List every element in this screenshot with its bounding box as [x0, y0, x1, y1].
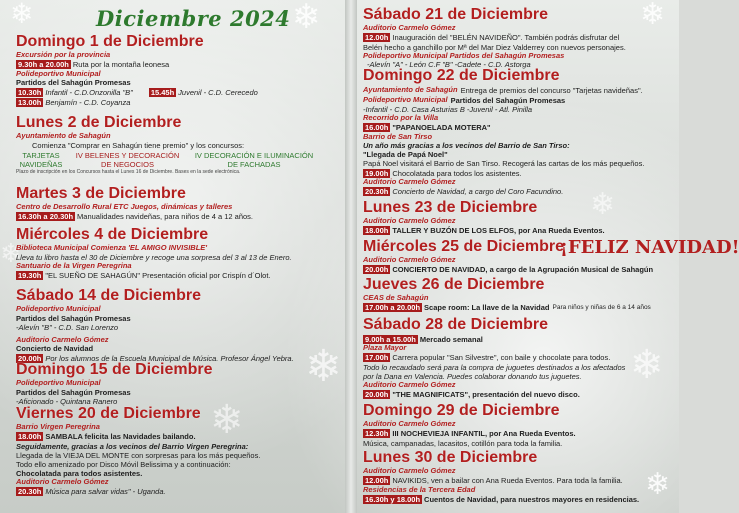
- event-text: Llegada de la VIEJA DEL MONTE con sorpresas para los más pequeños.: [16, 450, 261, 460]
- snowflake-icon: ❄: [292, 0, 321, 36]
- event-text: Belén hecho a ganchillo por Mª del Mar Diez Valderrey con nuevos personajes.: [363, 42, 626, 52]
- event-text: Comienza "Comprar en Sahagún tiene premio" y los concursos:: [32, 140, 245, 150]
- time-badge: 20.00h: [365, 265, 389, 274]
- snowflake-icon: ❄: [0, 238, 22, 268]
- event-text: Todo lo recaudado será para la compra de juguetes destinados a los afectados: [363, 362, 626, 372]
- event-text: por la Dana en Valencia. Puedes colaborar donando tus juguetes.: [363, 371, 582, 381]
- day-heading: Domingo 1 de Diciembre: [16, 33, 204, 50]
- event-text: Manualidades navideñas, para niños de 4 a 12 años.: [77, 212, 254, 221]
- time-badge: 12.00h: [365, 476, 389, 485]
- venue-label: Barrio Virgen Peregrina: [16, 422, 100, 431]
- contest-tarjetas: TARJETAS NAVIDEÑAS: [19, 150, 63, 169]
- event-text: Música, campanadas, lacasitos, cotillón para toda la familia.: [363, 438, 563, 448]
- venue-label: Polideportivo Municipal: [16, 304, 101, 313]
- time-badge: 16.30h y 18.00h: [365, 494, 421, 504]
- venue-label: Barrio de San Tirso: [363, 131, 433, 141]
- day-heading: Miércoles 4 de Diciembre: [16, 226, 209, 243]
- event-day-3: [16, 185, 253, 222]
- venue-label: Recorrido por la Villa: [363, 113, 439, 122]
- feliz-navidad-banner: ¡FELIZ NAVIDAD!: [560, 237, 739, 258]
- event-text: -Alevín "A" - León C.F "B" -Cadete - C.D. Astorga: [367, 60, 531, 69]
- time-badge: 20.00h: [365, 389, 389, 399]
- event-text: Mercado semanal: [419, 334, 483, 344]
- event-text: -Infantil - C.D. Casa Asturias B -Juvenil - Atl. Pinilla: [363, 105, 533, 114]
- day-heading: Lunes 23 de Diciembre: [363, 199, 538, 216]
- event-text: Música para salvar vidas" - Uganda.: [45, 486, 166, 496]
- time-badge: 10.30h: [18, 87, 42, 97]
- event-text: TALLER Y BUZÓN DE LOS ELFOS, por Ana Rueda Eventos.: [392, 226, 605, 235]
- event-text: Chocolatada para todos asistentes.: [16, 468, 143, 478]
- event-day-30: [363, 449, 639, 504]
- event-day-23: [363, 199, 605, 236]
- snowflake-icon: ❄: [640, 0, 666, 31]
- event-text: Infantil - C.D.Onzonilla "B": [45, 87, 133, 97]
- event-text: Cuentos de Navidad, para nuestros mayores en residencias.: [424, 494, 640, 504]
- event-day-4: [16, 226, 292, 280]
- time-badge: 20.30h: [18, 486, 42, 496]
- time-badge: 19.30h: [18, 270, 42, 280]
- event-text: SAMBALA felicita las Navidades bailando.: [45, 432, 196, 441]
- day-heading: Lunes 30 de Diciembre: [363, 449, 538, 466]
- event-day-26: [363, 276, 651, 313]
- event-text: Inauguración del "BELÉN NAVIDEÑO". También podrás disfrutar del: [392, 33, 620, 42]
- venue-label: Excursión por la provincia: [16, 50, 111, 59]
- time-badge: 17.00h a 20.00h: [365, 303, 421, 312]
- day-heading: Sábado 14 de Diciembre: [16, 287, 201, 304]
- venue-label: Auditorio Carmelo Gómez: [363, 255, 456, 264]
- venue-label: Polideportivo Municipal Partidos del Sahagún Promesas: [363, 50, 565, 60]
- time-badge: 19.00h: [365, 168, 389, 178]
- time-badge: 17.00h: [365, 353, 389, 362]
- event-text: Para niños y niñas de 6 a 14 años: [552, 304, 651, 311]
- venue-label: Auditorio Carmelo Gómez: [363, 466, 456, 475]
- event-text: Concierto de Navidad, a cargo del Coro Facundino.: [392, 187, 564, 196]
- snowflake-icon: ❄: [210, 398, 244, 442]
- time-badge: 16.00h: [365, 123, 389, 132]
- venue-label: Auditorio Carmelo Gómez: [363, 379, 456, 389]
- event-day-15: [16, 361, 213, 406]
- time-badge: 15.45h: [150, 87, 175, 97]
- event-text: Juvenil - C.D. Cerecedo: [178, 87, 258, 97]
- event-text: Partidos del Sahagún Promesas: [16, 78, 131, 87]
- event-text: "EL SUEÑO DE SAHAGÚN" Presentación oficial por Crispín d´Olot.: [45, 270, 271, 280]
- event-text: Carrera popular "San Silvestre", con baile y chocolate para todos.: [392, 353, 611, 362]
- venue-label: Centro de Desarrollo Rural ETC Juegos, dinámicas y talleres: [16, 202, 233, 211]
- event-day-21: [363, 6, 626, 69]
- snowflake-icon: ❄: [305, 342, 342, 391]
- venue-label: Biblioteca Municipal Comienza 'EL AMIGO INVISIBLE': [16, 243, 208, 252]
- venue-label: Polideportivo Municipal: [16, 378, 101, 387]
- event-text: Un año más gracias a los vecinos del Barrio de San Tirso:: [363, 141, 570, 150]
- venue-label: Ayuntamiento de Sahagún: [16, 131, 111, 140]
- event-text: Ruta por la montaña leonesa: [72, 60, 170, 69]
- snowflake-icon: ❄: [630, 343, 664, 387]
- venue-label: Auditorio Carmelo Gómez: [363, 216, 456, 225]
- event-text: Papá Noel visitará el Barrio de San Tirso. Recogerá las cartas de los más pequeños.: [363, 159, 645, 168]
- event-day-1: [16, 33, 258, 107]
- event-text: Seguidamente, gracias a los vecinos del Barrio Virgen Peregrina:: [16, 441, 249, 451]
- event-day-22: [363, 67, 644, 197]
- event-text: NAVIKIDS, ven a bailar con Ana Rueda Eventos. Para toda la familia.: [392, 476, 623, 485]
- contest-note: Plazo de inscripción en los Concursos hasta el Lunes 16 de Diciembre. Bases en la sede electrónica.: [16, 168, 241, 175]
- time-badge: 13.00h: [18, 97, 42, 107]
- venue-label: Ayuntamiento de Sahagún: [363, 84, 458, 94]
- venue-label: Auditorio Carmelo Gómez: [16, 476, 109, 486]
- time-badge: 9.30h a 20.00h: [18, 60, 69, 69]
- venue-label: Polideportivo Municipal: [363, 94, 448, 104]
- time-badge: 12.30h: [365, 429, 389, 438]
- event-day-28: [363, 316, 625, 399]
- event-text: -Aficionado - Quintana Ranero: [16, 396, 118, 406]
- snowflake-icon: ❄: [645, 468, 671, 501]
- event-text: Scape room: La llave de la Navidad: [424, 303, 550, 312]
- day-heading: Sábado 28 de Diciembre: [363, 316, 548, 333]
- venue-label: Auditorio Carmelo Gómez: [16, 334, 109, 344]
- time-badge: 20.00h: [18, 353, 42, 363]
- event-text: Concierto de Navidad: [16, 344, 94, 353]
- day-heading: Miércoles 25 de Diciembre: [363, 238, 564, 255]
- time-badge: 9.00h a 15.00h: [365, 334, 416, 344]
- day-heading: Domingo 29 de Diciembre: [363, 402, 560, 419]
- time-badge: 20.30h: [365, 187, 389, 196]
- event-text: Todo ello amenizado por Disco Móvil Belissima y a continuación:: [16, 459, 231, 469]
- page-title: Diciembre 2024: [96, 6, 291, 31]
- event-day-14: [16, 287, 294, 363]
- event-text: "THE MAGNIFICATS", presentación del nuevo disco.: [392, 389, 580, 399]
- event-text: III NOCHEVIEJA INFANTIL, por Ana Rueda Eventos.: [392, 429, 576, 438]
- snowflake-icon: ❄: [10, 0, 34, 29]
- event-text: Por los alumnos de la Escuela Municipal de Música. Profesor Ángel Yebra.: [45, 353, 294, 363]
- day-heading: Lunes 2 de Diciembre: [16, 114, 182, 131]
- day-heading: Domingo 22 de Diciembre: [363, 67, 560, 84]
- event-text: Chocolatada para todos los asistentes.: [392, 168, 522, 178]
- event-text: Entrega de premios del concurso "Tarjetas navideñas".: [460, 85, 643, 95]
- day-heading: Jueves 26 de Diciembre: [363, 276, 545, 293]
- venue-label: Santuario de la Virgen Peregrina: [16, 260, 132, 270]
- event-text: Lleva tu libro hasta el 30 de Diciembre y recoge una sorpresa del 3 al 13 de Enero.: [16, 252, 292, 262]
- time-badge: 16.30h a 20.30h: [18, 212, 74, 221]
- event-text: Partidos del Sahagún Promesas: [450, 95, 566, 105]
- day-heading: Sábado 21 de Diciembre: [363, 6, 548, 23]
- event-day-20: [16, 405, 260, 496]
- contest-belenes: IV BELENES Y DECORACIÓN DE NEGOCIOS: [75, 150, 180, 169]
- day-heading: Domingo 15 de Diciembre: [16, 361, 213, 378]
- venue-label: Plaza Mayor: [363, 343, 407, 352]
- time-badge: 18.00h: [18, 432, 42, 441]
- event-text: -Alevín "B" - C.D. San Lorenzo: [16, 322, 119, 332]
- event-text: CONCIERTO DE NAVIDAD, a cargo de la Agrupación Musical de Sahagún: [392, 265, 654, 274]
- time-badge: 18.00h: [365, 226, 389, 235]
- venue-label: Auditorio Carmelo Gómez: [363, 23, 456, 32]
- venue-label: Auditorio Carmelo Gómez: [363, 419, 456, 428]
- event-day-29: [363, 402, 576, 448]
- event-day-2: [16, 114, 326, 175]
- contest-fachadas: IV DECORACIÓN E ILUMINACIÓN DE FACHADAS: [194, 150, 314, 169]
- snowflake-icon: ❄: [590, 188, 616, 221]
- event-text: Partidos del Sahagún Promesas: [16, 313, 131, 323]
- venue-label: Polideportivo Municipal: [16, 68, 101, 78]
- venue-label: Residencias de la Tercera Edad: [363, 484, 476, 494]
- event-text: Benjamín - C.D. Coyanza: [45, 97, 131, 107]
- event-text: "PAPANOELADA MOTERA": [392, 123, 491, 132]
- event-text: "Llegada de Papá Noel": [363, 150, 448, 159]
- page-fold: [345, 0, 357, 513]
- event-text: Partidos del Sahagún Promesas: [16, 387, 131, 397]
- venue-label: Auditorio Carmelo Gómez: [363, 177, 456, 186]
- venue-label: CEAS de Sahagún: [363, 293, 429, 302]
- day-heading: Martes 3 de Diciembre: [16, 185, 186, 202]
- time-badge: 12.00h: [365, 33, 389, 42]
- day-heading: Viernes 20 de Diciembre: [16, 405, 201, 422]
